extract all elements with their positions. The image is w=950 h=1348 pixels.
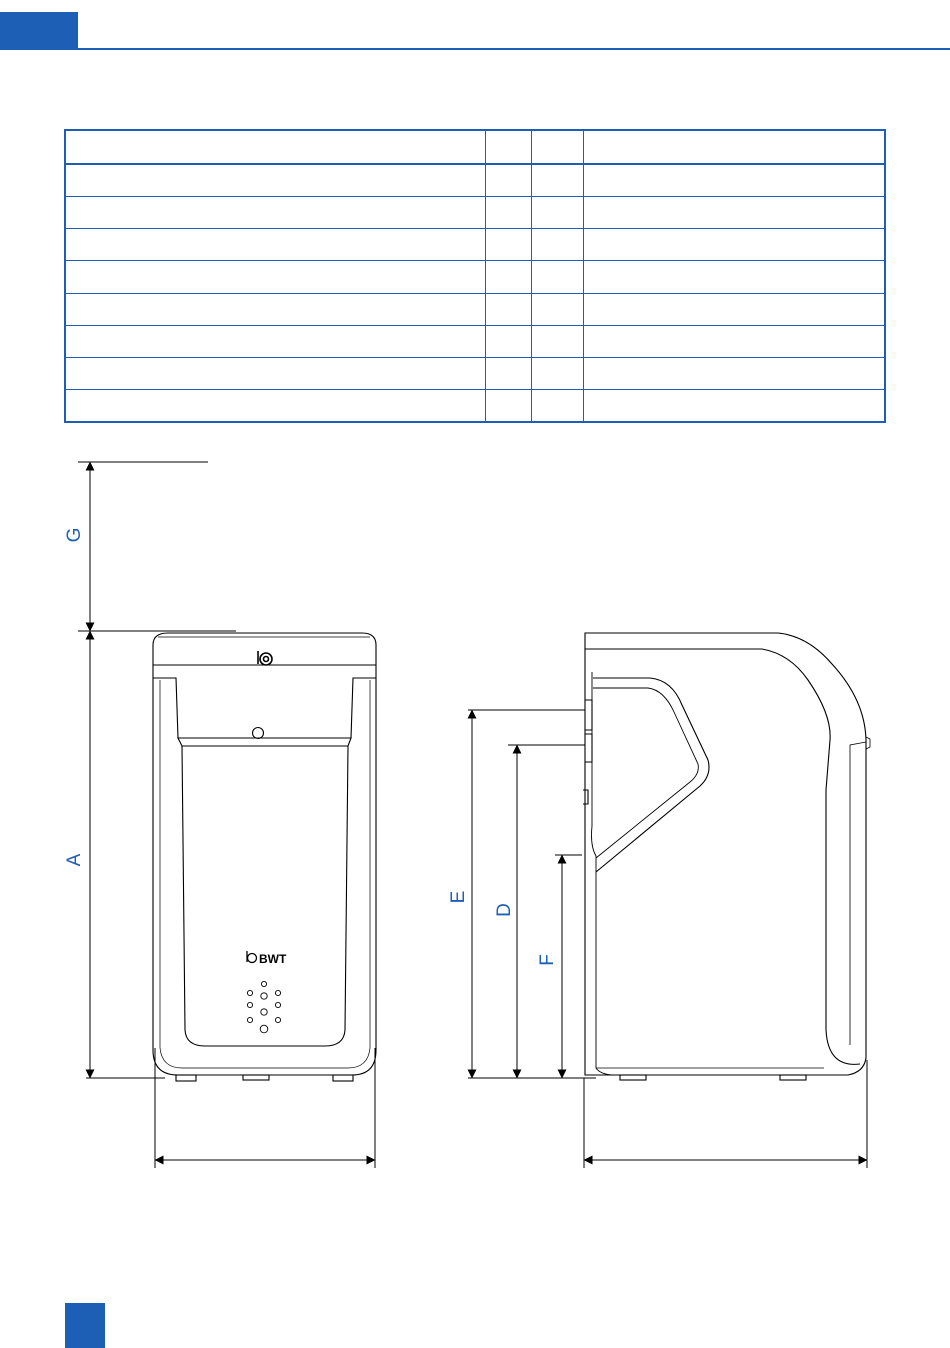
bwt-logo-icon bbox=[247, 951, 257, 963]
indicator-dots bbox=[247, 981, 280, 1032]
footer-tab bbox=[65, 1303, 105, 1348]
label-a: A bbox=[64, 853, 85, 867]
front-view bbox=[153, 633, 376, 1081]
dimension-lines bbox=[78, 462, 867, 1168]
brand-label: BWT bbox=[259, 952, 287, 966]
label-d: D bbox=[494, 903, 515, 917]
top-logo-icon bbox=[258, 651, 272, 665]
side-view bbox=[583, 633, 870, 1080]
label-f: F bbox=[537, 954, 558, 966]
label-e: E bbox=[448, 890, 469, 904]
label-g: G bbox=[64, 527, 85, 543]
dimension-labels bbox=[64, 528, 558, 966]
